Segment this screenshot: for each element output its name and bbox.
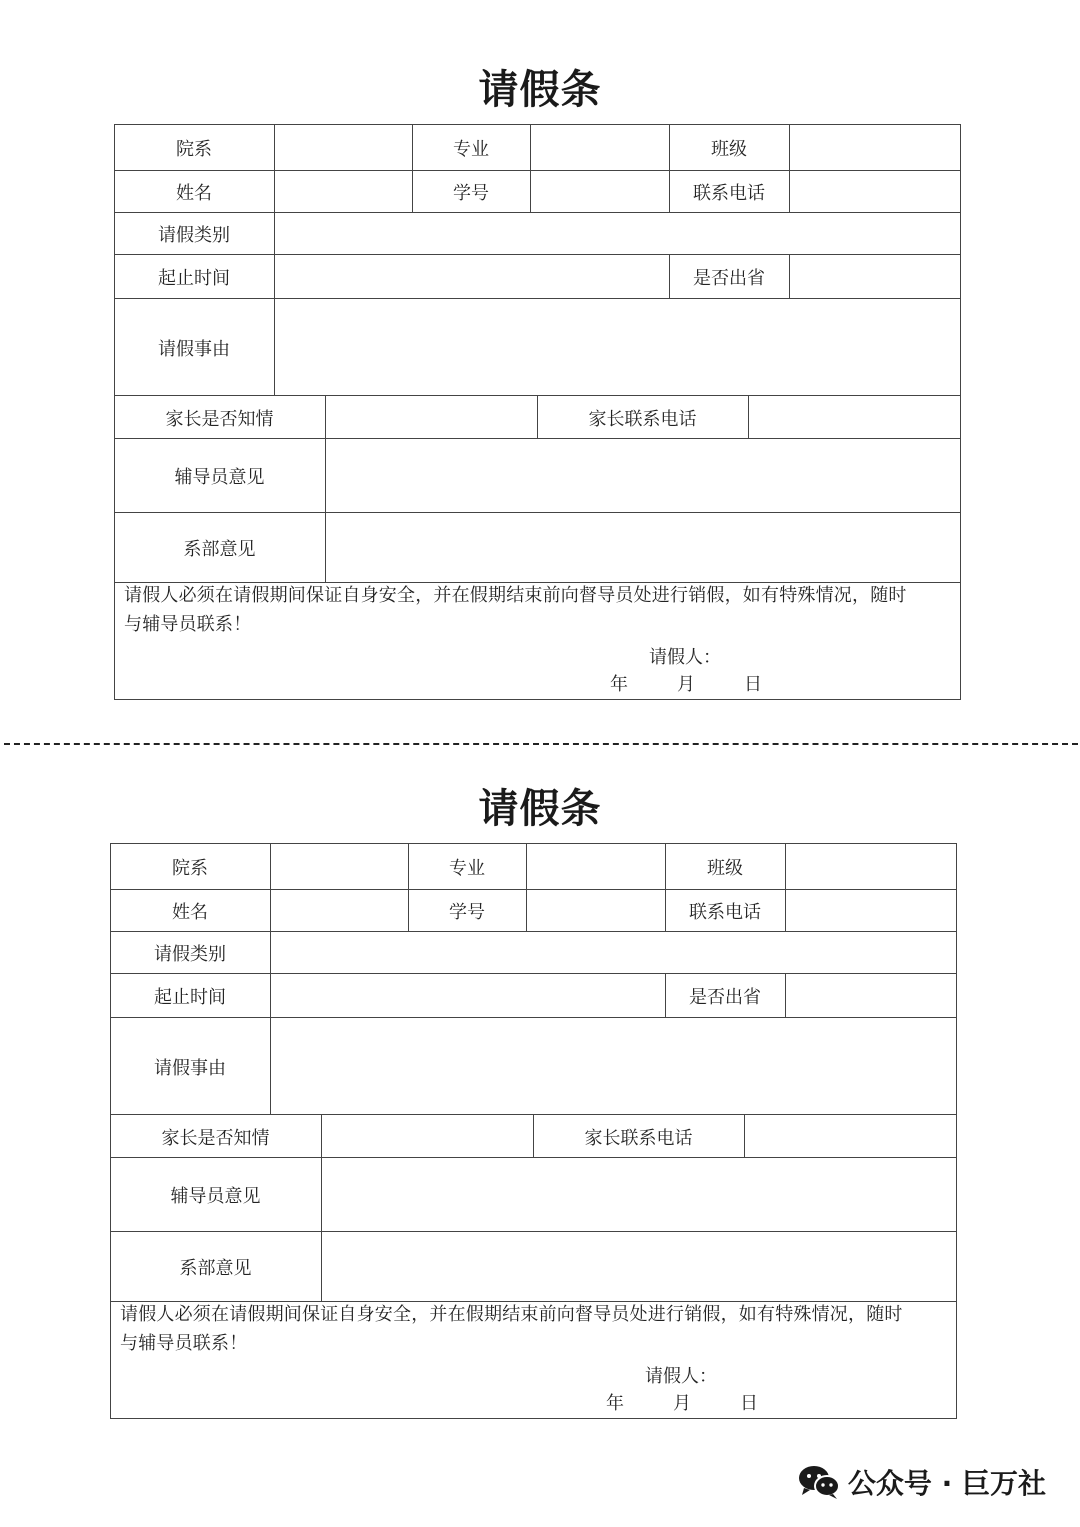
label-major: 专业 (453, 139, 489, 160)
table-row (110, 1114, 957, 1158)
label-department: 院系 (176, 139, 212, 160)
note-line-2: 与辅导员联系！ (124, 614, 252, 635)
department-field[interactable] (274, 125, 412, 171)
table-row (114, 212, 961, 255)
label-leave-type: 请假类别 (158, 225, 230, 246)
parent-informed-field[interactable] (321, 1115, 533, 1158)
label-class: 班级 (711, 139, 747, 160)
table-row (114, 124, 961, 171)
date-year: 年 (606, 1393, 624, 1414)
label-dept-opinion: 系部意见 (179, 1258, 252, 1279)
label-dept-opinion: 系部意见 (183, 539, 256, 560)
footer-text: 公众号 · 巨万社 (847, 1467, 1046, 1500)
major-field[interactable] (526, 844, 665, 890)
form-title: 请假条 (478, 67, 602, 113)
label-parent-informed: 家长是否知情 (161, 1127, 270, 1149)
table-row (110, 889, 957, 932)
label-name: 姓名 (172, 902, 208, 923)
table-row (114, 298, 961, 396)
table-row (110, 843, 957, 890)
dept-opinion-field[interactable] (321, 1232, 957, 1302)
date-year: 年 (610, 674, 628, 695)
class-field[interactable] (785, 844, 957, 890)
major-field[interactable] (530, 125, 669, 171)
table-row (114, 254, 961, 299)
counselor-opinion-field[interactable] (321, 1158, 957, 1232)
parent-phone-field[interactable] (748, 396, 961, 439)
date-day: 日 (740, 1393, 758, 1414)
cut-line (4, 743, 1078, 745)
period-field[interactable] (274, 255, 669, 299)
note-line-2: 与辅导员联系！ (120, 1333, 248, 1354)
label-parent-phone: 家长联系电话 (588, 408, 697, 430)
department-field[interactable] (270, 844, 408, 890)
form-title: 请假条 (478, 786, 602, 832)
label-reason: 请假事由 (158, 338, 230, 360)
label-major: 专业 (449, 858, 485, 879)
student-id-field[interactable] (526, 890, 665, 932)
dept-opinion-field[interactable] (325, 513, 961, 583)
label-reason: 请假事由 (154, 1057, 226, 1079)
label-parent-informed: 家长是否知情 (165, 408, 274, 430)
note-line-1: 请假人必须在请假期间保证自身安全，并在假期结束前向督导员处进行销假，如有特殊情况，随时 (120, 1304, 903, 1325)
label-leave-type: 请假类别 (154, 944, 226, 965)
table-row (110, 931, 957, 974)
table-row (114, 395, 961, 439)
reason-field[interactable] (270, 1018, 957, 1115)
table-row (110, 1231, 957, 1302)
footer-watermark (798, 1462, 1046, 1502)
label-student-id: 学号 (449, 902, 485, 923)
name-field[interactable] (274, 171, 412, 213)
date-month: 月 (673, 1393, 691, 1414)
date-day: 日 (744, 674, 762, 695)
label-name: 姓名 (176, 183, 212, 204)
table-row (110, 1157, 957, 1232)
table-row (114, 438, 961, 513)
parent-informed-field[interactable] (325, 396, 537, 439)
label-phone: 联系电话 (693, 183, 765, 204)
label-counselor-opinion: 辅导员意见 (174, 467, 265, 488)
label-class: 班级 (707, 858, 743, 879)
label-out-of-province: 是否出省 (693, 268, 765, 289)
label-out-of-province: 是否出省 (689, 987, 761, 1008)
note-line-1: 请假人必须在请假期间保证自身安全，并在假期结束前向督导员处进行销假，如有特殊情况，随时 (124, 585, 907, 606)
leave-type-field[interactable] (270, 932, 957, 974)
leave-type-field[interactable] (274, 213, 961, 255)
out-of-province-field[interactable] (789, 255, 961, 299)
label-counselor-opinion: 辅导员意见 (170, 1186, 261, 1207)
reason-field[interactable] (274, 299, 961, 396)
label-phone: 联系电话 (689, 902, 761, 923)
label-period: 起止时间 (154, 987, 226, 1008)
table-row (110, 973, 957, 1018)
applicant-label: 请假人： (649, 647, 721, 668)
counselor-opinion-field[interactable] (325, 439, 961, 513)
out-of-province-field[interactable] (785, 974, 957, 1018)
name-field[interactable] (270, 890, 408, 932)
label-parent-phone: 家长联系电话 (584, 1127, 693, 1149)
wechat-icon (798, 1464, 840, 1500)
date-month: 月 (677, 674, 695, 695)
phone-field[interactable] (785, 890, 957, 932)
parent-phone-field[interactable] (744, 1115, 957, 1158)
phone-field[interactable] (789, 171, 961, 213)
student-id-field[interactable] (530, 171, 669, 213)
label-department: 院系 (172, 858, 208, 879)
table-row (114, 512, 961, 583)
applicant-label: 请假人： (645, 1366, 717, 1387)
table-row (110, 1017, 957, 1115)
table-row (114, 170, 961, 213)
class-field[interactable] (789, 125, 961, 171)
period-field[interactable] (270, 974, 665, 1018)
label-period: 起止时间 (158, 268, 230, 289)
label-student-id: 学号 (453, 183, 489, 204)
